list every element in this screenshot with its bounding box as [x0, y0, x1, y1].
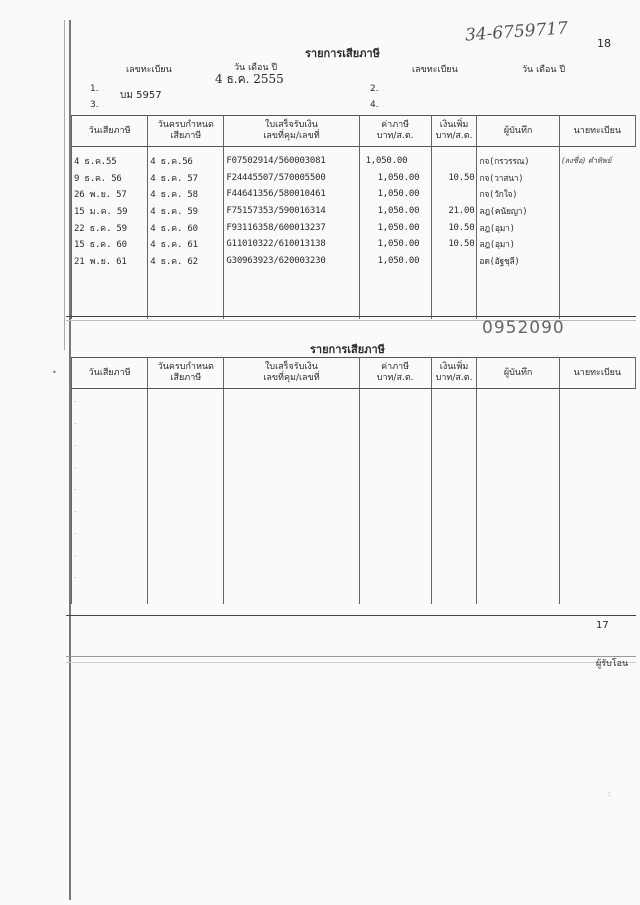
table-row — [72, 253, 636, 270]
cell-recorder: กจ(วักใจ) — [477, 186, 559, 203]
cell-recorder: ลฎ(คนัยญา) — [477, 203, 559, 220]
row-number-1: 1. — [90, 84, 99, 94]
page-number: 18 — [597, 37, 611, 50]
cell-paid: 15 ม.ค. 59 — [72, 203, 148, 220]
table-row-empty — [72, 587, 636, 604]
col-paid-date: วันเสียภาษี — [72, 358, 148, 389]
scan-mark: • — [52, 368, 57, 377]
cell-recorder: อด(อัฐชุลี) — [477, 253, 559, 270]
cell-extra: 21.00 — [431, 203, 477, 220]
cell-paid: 22 ธ.ค. 59 — [72, 219, 148, 236]
row-number-2: 2. — [370, 84, 379, 94]
cell-extra — [431, 186, 477, 203]
row-number-3: 3. — [90, 100, 99, 110]
col-recorder: ผู้บันทึก — [477, 116, 559, 147]
cell-extra: 10.50 — [431, 236, 477, 253]
cell-registrar — [559, 236, 635, 253]
table-row-empty: . — [72, 411, 636, 433]
cell-receipt: F24445507/570005500 — [224, 170, 359, 187]
cell-recorder: ลฎ(อุมา) — [477, 236, 559, 253]
table-row — [72, 203, 636, 220]
table-header-row — [72, 116, 636, 147]
cell-extra: 10.50 — [431, 170, 477, 187]
table-row-empty: . — [72, 499, 636, 521]
table-row-empty: . — [72, 389, 636, 412]
lower-faint-rule — [66, 662, 636, 663]
col-due-date: วันครบกำหนด เสียภาษี — [148, 116, 224, 147]
cell-due: 4 ธ.ค. 57 — [148, 170, 224, 187]
table-row-empty: . — [72, 455, 636, 477]
cell-receipt: G11010322/610013138 — [224, 236, 359, 253]
cell-due: 4 ธ.ค. 61 — [148, 236, 224, 253]
col-extra: เงินเพิ่ม บาท/ส.ต. — [431, 116, 477, 147]
cell-receipt: F93116358/600013237 — [224, 219, 359, 236]
cell-recorder: กจ(วาสนา) — [477, 170, 559, 187]
section-divider — [66, 316, 636, 317]
left-margin-rule-inner — [64, 20, 65, 350]
cell-registrar — [559, 170, 635, 187]
cell-tax: 1,050.00 — [359, 219, 431, 236]
cell-extra — [431, 147, 477, 170]
cell-tax: 1,050.00 — [359, 147, 431, 170]
cell-due: 4 ธ.ค. 62 — [148, 253, 224, 270]
cell-extra — [431, 253, 477, 270]
cell-paid: 21 พ.ย. 61 — [72, 253, 148, 270]
col-receipt: ใบเสร็จรับเงิน เลขที่คุม/เลขที่ — [224, 358, 359, 389]
table-row — [72, 236, 636, 253]
cell-recorder: กจ(กรวรรณ) — [477, 147, 559, 170]
cell-registrar — [559, 203, 635, 220]
cell-receipt: F44641356/580010461 — [224, 186, 359, 203]
stamp-number-partial: 0952090 — [482, 318, 565, 338]
table-row-empty: . — [72, 565, 636, 587]
cell-paid: 26 พ.ย. 57 — [72, 186, 148, 203]
col-due-date: วันครบกำหนด เสียภาษี — [148, 358, 224, 389]
table-row-empty: . — [72, 433, 636, 455]
date-label-1: วัน เดือน ปี — [234, 63, 278, 73]
cell-paid: 4 ธ.ค.55 — [72, 147, 148, 170]
page-number-bottom: 17 — [596, 620, 609, 631]
table-row — [72, 186, 636, 203]
tax-table-1 — [71, 115, 636, 319]
cell-due: 4 ธ.ค. 59 — [148, 203, 224, 220]
table-row-empty: . — [72, 521, 636, 543]
table-row — [72, 147, 636, 170]
cell-tax: 1,050.00 — [359, 186, 431, 203]
bottom-right-fragment: ผู้รับโอน — [596, 659, 629, 669]
tax-table-2 — [71, 357, 636, 604]
reg-date-1: 4 ธ.ค. 2555 — [215, 72, 284, 86]
section-title-2: รายการเสียภาษี — [310, 343, 385, 356]
col-paid-date: วันเสียภาษี — [72, 116, 148, 147]
handwritten-document-number: 34-6759717 — [464, 18, 569, 46]
bottom-rule — [66, 615, 636, 616]
col-registrar: นายทะเบียน — [559, 116, 635, 147]
col-recorder: ผู้บันทึก — [477, 358, 559, 389]
cell-registrar — [559, 219, 635, 236]
col-extra: เงินเพิ่ม บาท/ส.ต. — [431, 358, 477, 389]
col-tax: ค่าภาษี บาท/ส.ต. — [359, 116, 431, 147]
col-tax: ค่าภาษี บาท/ส.ต. — [359, 358, 431, 389]
cell-due: 4 ธ.ค. 60 — [148, 219, 224, 236]
cell-recorder: ลฎ(อุมา) — [477, 219, 559, 236]
table-row-empty — [72, 269, 636, 299]
reg-no-label-2: เลขทะเบียน — [412, 65, 458, 75]
table-header-row — [72, 358, 636, 389]
cell-receipt: F75157353/590016314 — [224, 203, 359, 220]
table-row-empty: . — [72, 477, 636, 499]
plate-number: บม 5957 — [120, 90, 162, 101]
cell-tax: 1,050.00 — [359, 253, 431, 270]
lower-dashed-rule — [66, 656, 636, 657]
cell-tax: 1,050.00 — [359, 170, 431, 187]
cell-paid: 15 ธ.ค. 60 — [72, 236, 148, 253]
scan-mark: : — [608, 790, 611, 798]
table-row — [72, 170, 636, 187]
table-row — [72, 219, 636, 236]
reg-no-label-1: เลขทะเบียน — [126, 65, 172, 75]
section-title-1: รายการเสียภาษี — [305, 47, 380, 60]
cell-registrar — [559, 253, 635, 270]
cell-receipt: F07502914/560003081 — [224, 147, 359, 170]
cell-tax: 1,050.00 — [359, 236, 431, 253]
row-number-4: 4. — [370, 100, 379, 110]
cell-registrar: (ลงชื่อ) คำทิพย์ — [559, 147, 635, 170]
cell-tax: 1,050.00 — [359, 203, 431, 220]
cell-extra: 10.50 — [431, 219, 477, 236]
col-registrar: นายทะเบียน — [559, 358, 635, 389]
cell-registrar — [559, 186, 635, 203]
cell-due: 4 ธ.ค. 58 — [148, 186, 224, 203]
date-label-2: วัน เดือน ปี — [522, 65, 566, 75]
cell-receipt: G30963923/620003230 — [224, 253, 359, 270]
table-row-empty: . — [72, 543, 636, 565]
cell-due: 4 ธ.ค.56 — [148, 147, 224, 170]
col-receipt: ใบเสร็จรับเงิน เลขที่คุม/เลขที่ — [224, 116, 359, 147]
cell-paid: 9 ธ.ค. 56 — [72, 170, 148, 187]
